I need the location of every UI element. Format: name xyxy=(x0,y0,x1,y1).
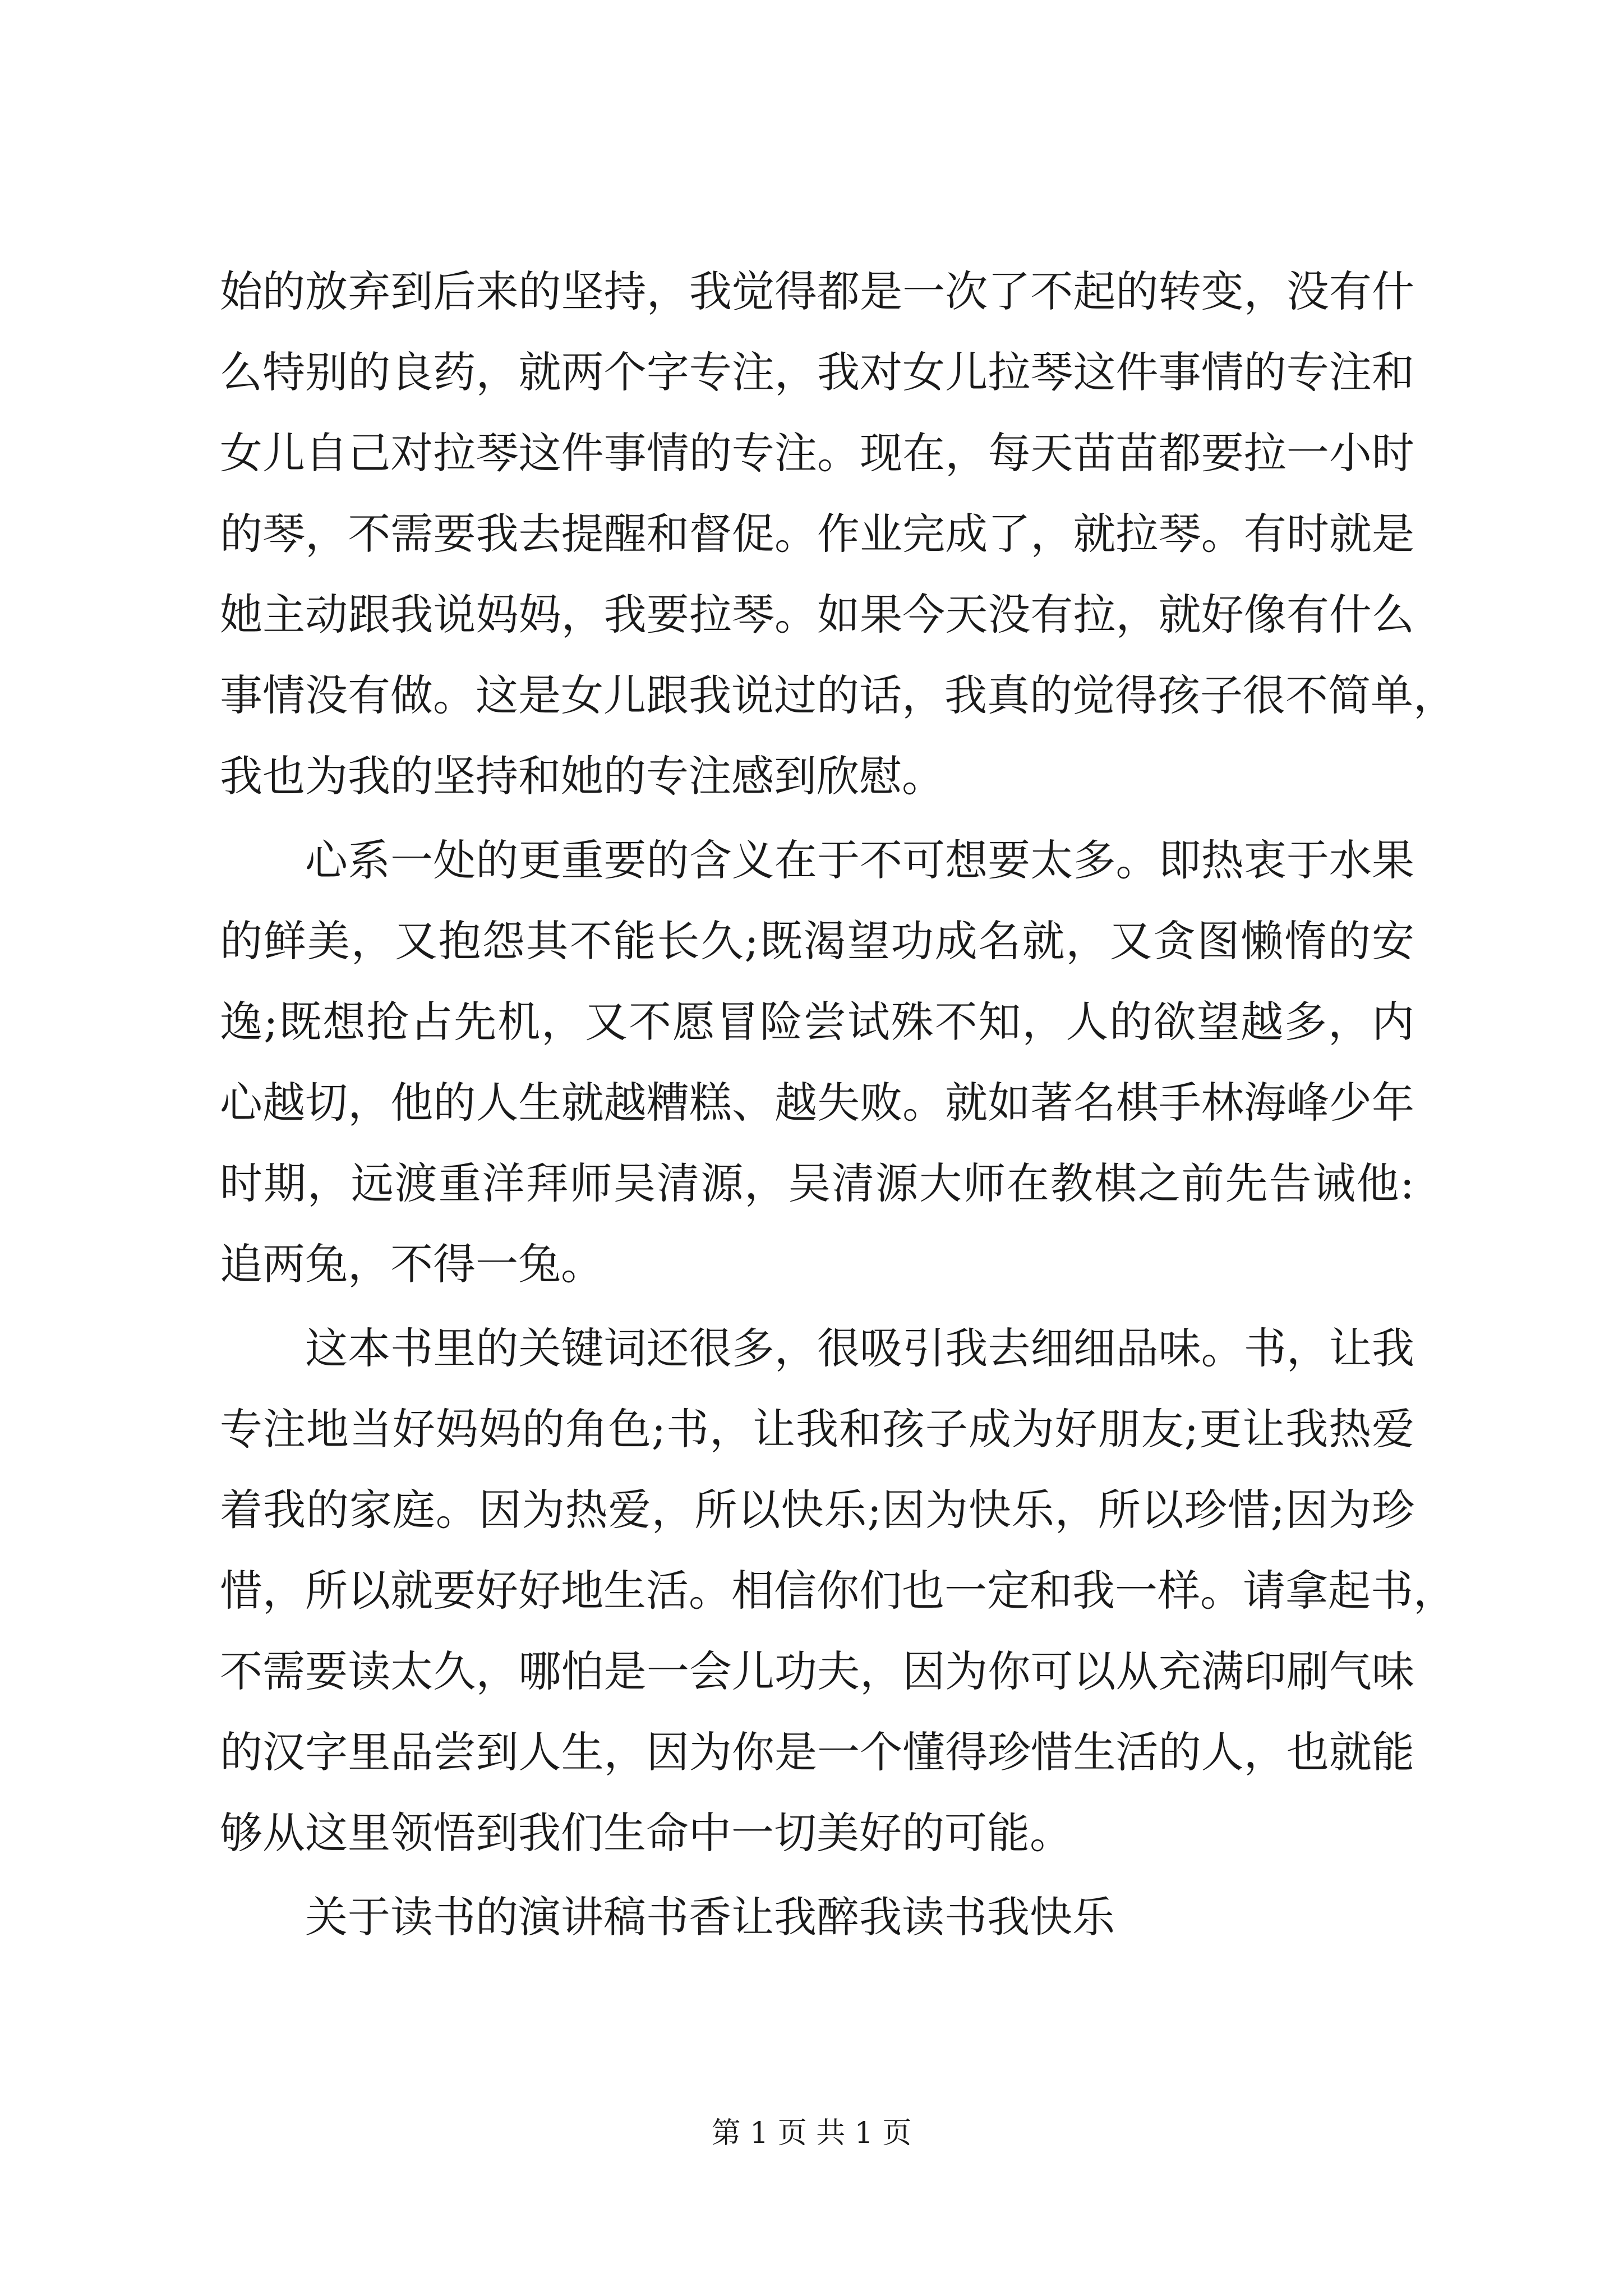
paragraph-line: 逸;既想抢占先机，又不愿冒险尝试殊不知，人的欲望越多，内 xyxy=(220,997,1414,1047)
paragraph-line: 追两兔，不得一兔。 xyxy=(220,1239,603,1289)
paragraph-line: 着我的家庭。因为热爱，所以快乐;因为快乐，所以珍惜;因为珍 xyxy=(220,1485,1414,1535)
paragraph-line: 始的放弃到后来的坚持，我觉得都是一次了不起的转变，没有什 xyxy=(220,266,1414,316)
paragraph-line: 事情没有做。这是女儿跟我说过的话，我真的觉得孩子很不简单， xyxy=(220,670,1456,720)
section-title: 关于读书的演讲稿书香让我醉我读书我快乐 xyxy=(305,1892,1115,1942)
paragraph-line: 这本书里的关键词还很多，很吸引我去细细品味。书，让我 xyxy=(305,1323,1414,1373)
paragraph-line: 的琴，不需要我去提醒和督促。作业完成了，就拉琴。有时就是 xyxy=(220,509,1414,559)
paragraph-line: 不需要读太久，哪怕是一会儿功夫，因为你可以从充满印刷气味 xyxy=(220,1646,1414,1696)
paragraph-line: 专注地当好妈妈的角色;书，让我和孩子成为好朋友;更让我热爱 xyxy=(220,1404,1414,1454)
paragraph-line: 她主动跟我说妈妈，我要拉琴。如果今天没有拉，就好像有什么 xyxy=(220,590,1414,639)
paragraph-line: 心系一处的更重要的含义在于不可想要太多。即热衷于水果 xyxy=(305,835,1414,885)
paragraph-line: 的汉字里品尝到人生，因为你是一个懂得珍惜生活的人，也就能 xyxy=(220,1727,1414,1777)
paragraph-line: 我也为我的坚持和她的专注感到欣慰。 xyxy=(220,751,944,801)
paragraph-line: 心越切，他的人生就越糟糕、越失败。就如著名棋手林海峰少年 xyxy=(220,1078,1414,1128)
paragraph-line: 够从这里领悟到我们生命中一切美好的可能。 xyxy=(220,1808,1072,1858)
document-body xyxy=(220,251,1456,1958)
paragraph-line: 惜，所以就要好好地生活。相信你们也一定和我一样。请拿起书， xyxy=(220,1566,1456,1616)
paragraph-line: 女儿自己对拉琴这件事情的专注。现在，每天苗苗都要拉一小时 xyxy=(220,428,1414,478)
page-number-footer: 第 1 页 共 1 页 xyxy=(711,2116,912,2150)
paragraph-line: 时期，远渡重洋拜师吴清源，吴清源大师在教棋之前先告诫他: xyxy=(220,1158,1414,1208)
paragraph-line: 么特别的良药，就两个字专注，我对女儿拉琴这件事情的专注和 xyxy=(220,347,1414,397)
paragraph-line: 的鲜美，又抱怨其不能长久;既渴望功成名就，又贪图懒惰的安 xyxy=(220,916,1414,966)
